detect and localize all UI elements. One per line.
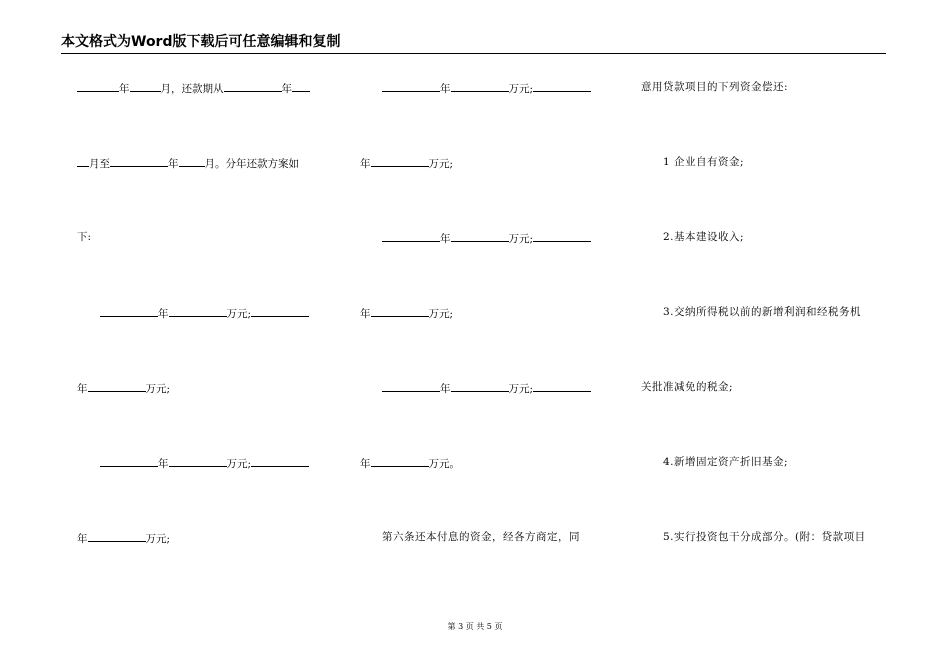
text: 年 [360, 308, 371, 320]
blank[interactable] [533, 80, 591, 92]
text: 月。分年还款方案如 [204, 158, 299, 170]
col3-line-2: 1 企业自有资金; [663, 156, 745, 168]
blank[interactable] [382, 230, 440, 242]
blank[interactable] [179, 155, 205, 167]
blank[interactable] [169, 455, 227, 467]
text: 万元; [226, 458, 252, 470]
blank[interactable] [382, 80, 440, 92]
blank[interactable] [251, 305, 309, 317]
blank[interactable] [451, 230, 509, 242]
text: 月至 [89, 158, 110, 170]
text: 年 [281, 83, 292, 95]
blank[interactable] [451, 380, 509, 392]
col2-line-2 [360, 155, 453, 171]
text: 年 [77, 533, 88, 545]
col3-line-4: 3.交纳所得税以前的新增利润和经税务机 [663, 306, 862, 318]
blank[interactable] [100, 455, 158, 467]
blank[interactable] [371, 305, 429, 317]
col1-line-4 [100, 305, 309, 321]
text: 万元; [145, 383, 171, 395]
blank[interactable] [100, 305, 158, 317]
document-header: 本文格式为Word版下载后可任意编辑和复制 [61, 34, 341, 50]
col3-line-6: 4.新增固定资产折旧基金; [663, 456, 789, 468]
header-divider [61, 53, 886, 54]
blank[interactable] [371, 155, 429, 167]
text: 年 [440, 383, 451, 395]
text: 年 [77, 383, 88, 395]
blank[interactable] [533, 380, 591, 392]
col3-line-1: 意用贷款项目的下列资金偿还: [641, 81, 789, 93]
blank[interactable] [451, 80, 509, 92]
col1-line-1 [77, 80, 310, 96]
col2-line-1 [382, 80, 591, 96]
blank[interactable] [533, 230, 591, 242]
blank[interactable] [371, 455, 429, 467]
text: 万元; [508, 383, 534, 395]
text: 年 [360, 158, 371, 170]
text: 万元; [428, 308, 454, 320]
text: 万元。 [428, 458, 460, 470]
blank[interactable] [292, 80, 310, 92]
blank[interactable] [382, 380, 440, 392]
blank[interactable] [77, 80, 119, 92]
text: 年 [158, 458, 169, 470]
col1-line-5 [77, 380, 170, 396]
text: 月，还款期从 [160, 83, 224, 95]
blank[interactable] [224, 80, 282, 92]
blank[interactable] [110, 155, 168, 167]
blank[interactable] [251, 455, 309, 467]
text: 万元; [226, 308, 252, 320]
blank[interactable] [77, 155, 89, 167]
blank[interactable] [169, 305, 227, 317]
blank[interactable] [88, 530, 146, 542]
col3-line-3: 2.基本建设收入; [663, 231, 745, 243]
col2-line-4 [360, 305, 453, 321]
col2-line-3 [382, 230, 591, 246]
blank[interactable] [88, 380, 146, 392]
col3-line-5: 关批准减免的税金; [641, 381, 734, 393]
col2-line-7: 第六条还本付息的资金，经各方商定，同 [382, 531, 580, 543]
col2-line-6 [360, 455, 460, 471]
text: 万元; [428, 158, 454, 170]
text: 万元; [145, 533, 171, 545]
text: 年 [119, 83, 130, 95]
blank[interactable] [130, 80, 161, 92]
col1-line-3: 下: [77, 231, 92, 243]
text: 年 [440, 83, 451, 95]
text: 年 [360, 458, 371, 470]
text: 万元; [508, 83, 534, 95]
text: 万元; [508, 233, 534, 245]
col1-line-7 [77, 530, 170, 546]
text: 年 [168, 158, 179, 170]
page-number: 第 3 页 共 5 页 [447, 622, 503, 631]
col1-line-2 [77, 155, 299, 171]
col3-line-7: 5.实行投资包干分成部分。(附：贷款项目 [663, 531, 866, 543]
text: 年 [440, 233, 451, 245]
col2-line-5 [382, 380, 591, 396]
col1-line-6 [100, 455, 309, 471]
text: 年 [158, 308, 169, 320]
